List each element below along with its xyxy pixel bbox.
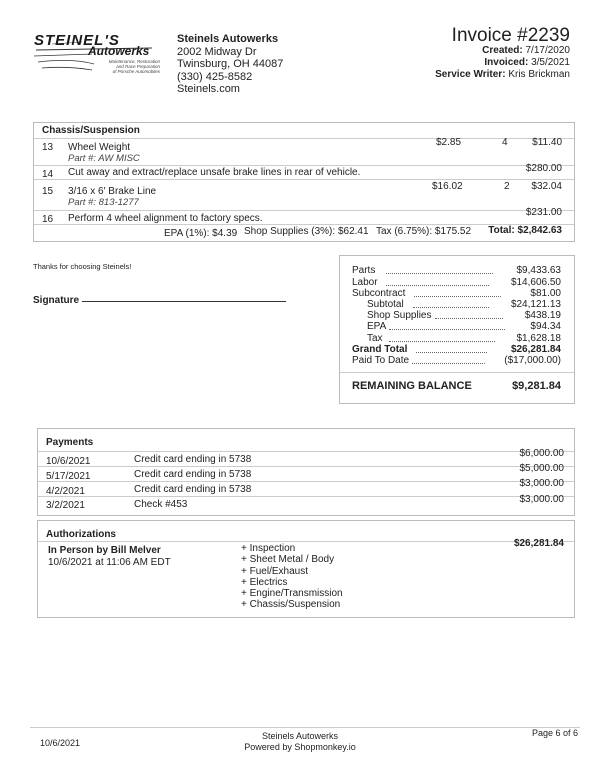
summary-value: $26,281.84: [510, 344, 561, 355]
invoiced-label: Invoiced:: [484, 57, 529, 68]
item-description: 3/16 x 6' Brake Line: [68, 186, 157, 197]
authorization-by: In Person by Bill Melver: [48, 545, 161, 556]
summary-parts: [352, 265, 561, 277]
page-number: Page 6 of 6: [531, 728, 578, 738]
chassis-suspension-section: [33, 122, 575, 242]
summary-label: Subtotal: [367, 299, 404, 310]
authorizations-section: [37, 520, 575, 618]
item-qty: 4: [502, 137, 508, 148]
footer-divider: [30, 727, 580, 728]
payment-method: Credit card ending in 5738: [134, 469, 252, 480]
payment-amount: $3,000.00: [519, 494, 564, 505]
section-title: Payments: [46, 437, 94, 448]
summary-remaining-balance: [352, 380, 561, 394]
line-item: [34, 137, 574, 165]
line-item: [34, 207, 574, 225]
summary-label: Labor: [352, 277, 378, 288]
item-price: $16.02: [432, 181, 463, 192]
payment-amount: $3,000.00: [519, 478, 564, 489]
writer-name: Kris Brickman: [508, 69, 570, 80]
shop-logo: [32, 30, 172, 92]
summary-value: $438.19: [524, 310, 561, 321]
summary-label: Shop Supplies: [367, 310, 432, 321]
shop-supplies-fee: Shop Supplies (3%): $62.41: [244, 226, 369, 237]
shop-name: Steinels Autowerks: [177, 33, 279, 45]
section-title: Chassis/Suspension: [42, 125, 140, 136]
logo-tagline: [98, 59, 160, 74]
summary-value: $9,281.84: [512, 380, 561, 392]
authorization-scope-item: + Chassis/Suspension: [241, 599, 341, 611]
item-part-number: Part #: AW MISC: [68, 153, 140, 164]
item-part-number: Part #: 813-1277: [68, 197, 139, 208]
authorization-scope-list: [241, 543, 343, 611]
item-description: Wheel Weight: [68, 142, 131, 153]
authorization-scope-item: + Fuel/Exhaust: [241, 565, 308, 577]
summary-value: $14,606.50: [510, 277, 561, 288]
invoice-invoiced: [435, 57, 570, 69]
section-header: [38, 529, 574, 540]
summary-value: $1,628.18: [516, 333, 561, 344]
payment-date: 4/2/2021: [46, 486, 85, 497]
invoiced-date: 3/5/2021: [531, 57, 570, 68]
invoice-created: [435, 45, 570, 57]
item-total: $11.40: [532, 137, 562, 148]
signature-label: Signature: [33, 295, 80, 306]
item-total: $32.04: [531, 181, 562, 192]
summary-label: Paid To Date: [352, 355, 410, 366]
item-qty: 2: [504, 181, 510, 192]
payment-amount: $6,000.00: [519, 448, 564, 459]
summary-paid-to-date: [352, 355, 561, 367]
logo-word-autowerks: Autowerks: [88, 44, 150, 58]
summary-value: $81.00: [530, 288, 561, 299]
summary-value: $94.34: [530, 321, 561, 332]
item-number: 16: [42, 214, 54, 225]
item-description: Perform 4 wheel alignment to factory specs.: [68, 213, 263, 224]
payment-method: Credit card ending in 5738: [134, 484, 252, 495]
footer-date: 10/6/2021: [40, 738, 81, 748]
payment-amount: $5,000.00: [519, 463, 564, 474]
divider: [34, 138, 574, 139]
summary-label: REMAINING BALANCE: [352, 380, 472, 392]
section-header: [38, 437, 574, 448]
invoice-title: Invoice #2239: [451, 25, 570, 46]
payment-date: 3/2/2021: [46, 500, 85, 511]
divider: [38, 496, 574, 497]
shop-phone: (330) 425-8582: [177, 70, 253, 83]
payment-date: 5/17/2021: [46, 471, 91, 482]
section-total: Total: $2,842.63: [488, 225, 562, 236]
logo-tagline-line: and Race Preparation: [116, 64, 160, 69]
divider: [38, 541, 574, 542]
payment-date: 10/6/2021: [46, 456, 91, 467]
summary-label: Tax: [367, 333, 383, 344]
item-total: $280.00: [525, 163, 562, 174]
summary-label: EPA: [367, 321, 387, 332]
item-number: 15: [42, 186, 54, 197]
logo-word-steinels: STEINEL'S: [34, 32, 120, 49]
shop-website: Steinels.com: [177, 83, 240, 96]
section-title: Authorizations: [46, 529, 116, 540]
created-label: Created:: [482, 45, 523, 56]
divider: [38, 481, 574, 482]
divider: [38, 466, 574, 467]
summary-label: Subcontract: [352, 288, 406, 299]
item-total: $231.00: [525, 207, 562, 218]
authorization-scope-item: + Electrics: [241, 576, 288, 588]
invoice-header: [435, 25, 570, 81]
logo-tagline-line: of Porsche Automobiles: [112, 69, 160, 74]
summary-value: $24,121.13: [510, 299, 561, 310]
section-header: [34, 125, 574, 136]
payment-method: Credit card ending in 5738: [134, 454, 252, 465]
shop-address-line2: Twinsburg, OH 44087: [177, 58, 284, 71]
line-item: [34, 183, 574, 207]
logo-tagline-line: Maintenance, Restoration: [108, 59, 160, 64]
summary-value: $9,433.63: [516, 265, 561, 276]
thanks-message: Thanks for choosing Steinels!: [33, 262, 132, 271]
item-number: 14: [42, 169, 54, 180]
authorization-time: 10/6/2021 at 11:06 AM EDT: [48, 557, 171, 568]
epa-fee: EPA (1%): $4.39: [164, 228, 238, 239]
summary-label: Parts: [352, 265, 376, 276]
authorization-scope-item: + Sheet Metal / Body: [241, 554, 335, 566]
authorization-scope-item: + Inspection: [241, 543, 296, 554]
shop-info: [177, 33, 283, 96]
summary-value: ($17,000.00): [504, 355, 561, 366]
invoice-summary: [339, 255, 575, 404]
divider: [34, 165, 574, 166]
footer-powered-by: Powered by Shopmonkey.io: [244, 742, 356, 752]
divider: [38, 451, 574, 452]
summary-epa: [367, 321, 561, 333]
summary-label: Grand Total: [352, 344, 408, 355]
signature-line[interactable]: [82, 301, 286, 302]
payments-section: [37, 428, 575, 516]
divider: [340, 372, 574, 373]
authorization-amount: $26,281.84: [513, 538, 564, 549]
created-date: 7/17/2020: [525, 45, 570, 56]
payment-method: Check #453: [134, 499, 188, 510]
writer-label: Service Writer:: [435, 69, 506, 80]
divider: [34, 179, 574, 180]
item-description: Cut away and extract/replace unsafe brake lines in rear of vehicle.: [68, 167, 361, 178]
section-tax: Tax (6.75%): $175.52: [376, 226, 472, 237]
footer-center: [200, 731, 400, 753]
footer-company: Steinels Autowerks: [261, 731, 339, 741]
item-number: 13: [42, 142, 54, 153]
invoice-writer: [435, 69, 570, 81]
item-price: $2.85: [436, 137, 462, 148]
shop-address-line1: 2002 Midway Dr: [177, 45, 257, 58]
authorization-scope-item: + Engine/Transmission: [241, 588, 343, 600]
